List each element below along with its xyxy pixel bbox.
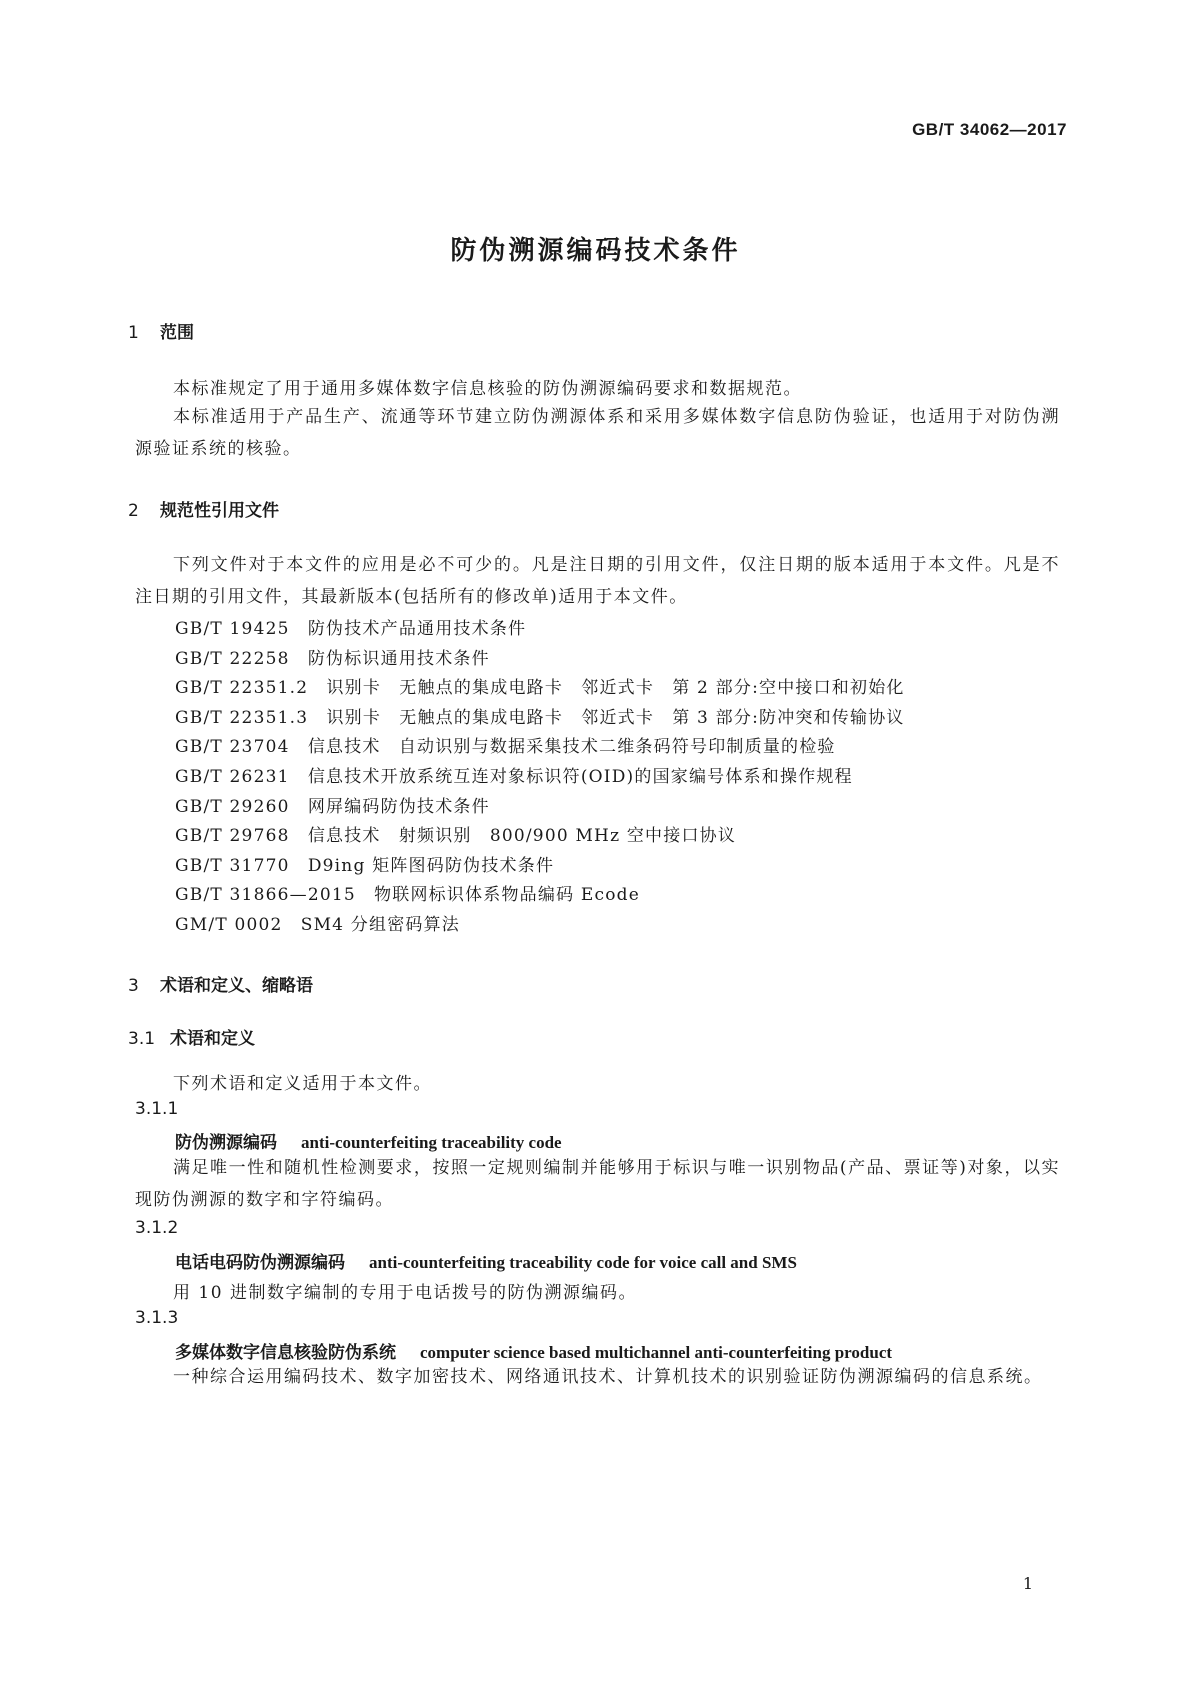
section-1-heading (128, 318, 194, 343)
term-heading (175, 1248, 797, 1273)
section-title: 范围 (160, 323, 194, 343)
section-number: 3 (128, 976, 139, 996)
section-2-heading (128, 496, 279, 521)
reference-item: GB/T 31770 D9ing 矩阵图码防伪技术条件 (175, 856, 555, 876)
term-chinese: 防伪溯源编码 (175, 1133, 277, 1153)
term-heading (175, 1338, 892, 1363)
page-number: 1 (1022, 1574, 1033, 1593)
term-english: anti-counterfeiting traceability code for voice call and SMS (369, 1253, 797, 1272)
reference-item: GB/T 22351.2 识别卡 无触点的集成电路卡 邻近式卡 第 2 部分:空中接口和初始化 (175, 678, 905, 698)
term-definition: 一种综合运用编码技术、数字加密技术、网络通讯技术、计算机技术的识别验证防伪溯源编码的信息系统。 (173, 1367, 1043, 1387)
section-1-paragraph-1: 本标准规定了用于通用多媒体数字信息核验的防伪溯源编码要求和数据规范。 (173, 379, 802, 399)
term-number: 3.1.3 (135, 1308, 179, 1328)
term-english: anti-counterfeiting traceability code (301, 1133, 562, 1152)
section-title: 术语和定义、缩略语 (160, 976, 313, 996)
reference-item: GB/T 19425 防伪技术产品通用技术条件 (175, 619, 527, 639)
subsection-3-1-heading (128, 1024, 255, 1049)
reference-item: GB/T 22351.3 识别卡 无触点的集成电路卡 邻近式卡 第 3 部分:防冲突和传输协议 (175, 708, 905, 728)
subsection-3-1-intro: 下列术语和定义适用于本文件。 (173, 1074, 432, 1094)
reference-item: GB/T 29768 信息技术 射频识别 800/900 MHz 空中接口协议 (175, 826, 737, 846)
term-chinese: 多媒体数字信息核验防伪系统 (175, 1343, 396, 1363)
reference-item: GB/T 29260 网屏编码防伪技术条件 (175, 797, 490, 817)
reference-item: GM/T 0002 SM4 分组密码算法 (175, 915, 460, 935)
document-title: 防伪溯源编码技术条件 (450, 236, 741, 266)
section-number: 1 (128, 323, 139, 343)
term-number: 3.1.2 (135, 1218, 179, 1238)
section-number: 2 (128, 501, 139, 521)
term-chinese: 电话电码防伪溯源编码 (175, 1253, 345, 1273)
reference-item: GB/T 22258 防伪标识通用技术条件 (175, 649, 490, 669)
section-title: 规范性引用文件 (160, 501, 279, 521)
reference-item: GB/T 31866—2015 物联网标识体系物品编码 Ecode (175, 885, 640, 905)
term-number: 3.1.1 (135, 1099, 179, 1119)
term-definition: 满足唯一性和随机性检测要求，按照一定规则编制并能够用于标识与唯一识别物品(产品、票证等)对象，以实现防伪溯源的数字和字符编码。 (135, 1158, 1060, 1210)
term-definition: 用 10 进制数字编制的专用于电话拨号的防伪溯源编码。 (173, 1283, 637, 1303)
term-english: computer science based multichannel anti-counterfeiting product (420, 1343, 893, 1362)
reference-item: GB/T 23704 信息技术 自动识别与数据采集技术二维条码符号印制质量的检验 (175, 737, 836, 757)
section-3-heading (128, 971, 313, 996)
reference-item: GB/T 26231 信息技术开放系统互连对象标识符(OID)的国家编号体系和操作规程 (175, 767, 853, 787)
section-2-intro: 下列文件对于本文件的应用是必不可少的。凡是注日期的引用文件，仅注日期的版本适用于本文件。凡是不注日期的引用文件，其最新版本(包括所有的修改单)适用于本文件。 (135, 555, 1060, 607)
term-heading (175, 1128, 562, 1153)
subsection-number: 3.1 (128, 1029, 156, 1049)
subsection-title: 术语和定义 (170, 1029, 255, 1049)
standard-code: GB/T 34062—2017 (912, 120, 1067, 139)
section-1-paragraph-2: 本标准适用于产品生产、流通等环节建立防伪溯源体系和采用多媒体数字信息防伪验证，也适用于对防伪溯源验证系统的核验。 (135, 407, 1060, 459)
